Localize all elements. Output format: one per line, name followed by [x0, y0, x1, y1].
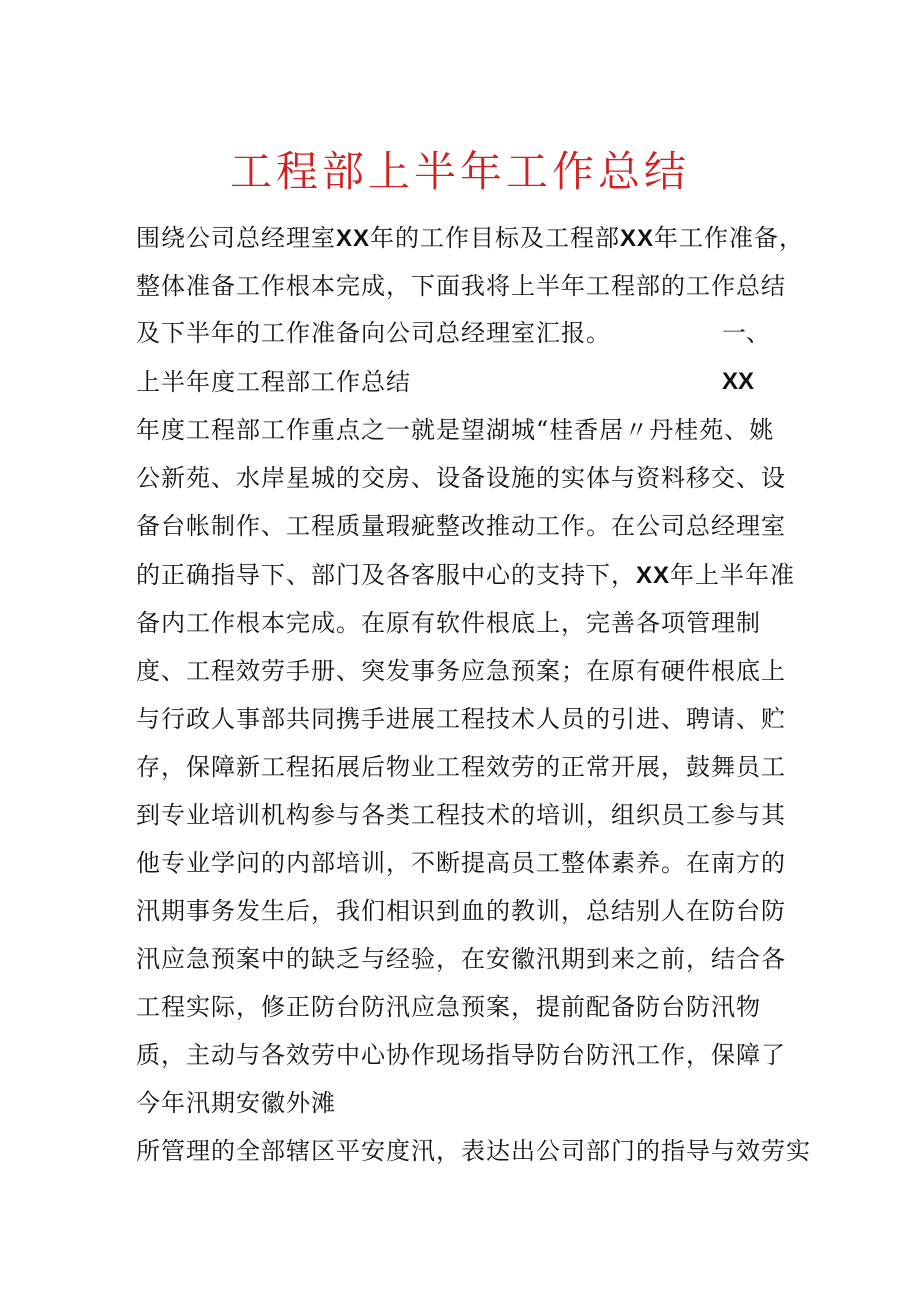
year-marker: XX	[722, 368, 755, 395]
text-line-15: 汛期事务发生后，我们相识到血的教训，总结别人在防台防	[136, 897, 786, 925]
text-line-10: 度、工程效劳手册、突发事务应急预案；在原有硬件根底上	[136, 657, 786, 685]
text-line-2: 整体准备工作根本完成，下面我将上半年工程部的工作总结	[136, 272, 786, 300]
text-line-19: 今年汛期安徽外滩	[136, 1089, 336, 1117]
text-line-18: 质，主动与各效劳中心协作现场指导防台防汛工作，保障了	[136, 1041, 786, 1069]
text-line-14: 他专业学问的内部培训，不断提高员工整体素养。在南方的	[136, 849, 786, 877]
text-line-1: 围绕公司总经理室XX年的工作目标及工程部XX年工作准备，	[136, 224, 805, 252]
text-line-12: 存，保障新工程拓展后物业工程效劳的正常开展，鼓舞员工	[136, 753, 786, 781]
text-line-6: 公新苑、水岸星城的交房、设备设施的实体与资料移交、设	[136, 464, 786, 492]
text-line-5: 年度工程部工作重点之一就是望湖城“桂香居〃丹桂苑、姚	[136, 416, 775, 444]
text-line-4: 上半年度工程部工作总结	[136, 368, 411, 396]
text-line-11: 与行政人事部共同携手进展工程技术人员的引进、聘请、贮	[136, 705, 786, 733]
section-marker: 一、	[722, 319, 770, 347]
text-line-13: 到专业培训机构参与各类工程技术的培训，组织员工参与其	[136, 801, 786, 829]
text-line-7: 备台帐制作、工程质量瑕疵整改推动工作。在公司总经理室	[136, 512, 786, 540]
text-line-20: 所管理的全部辖区平安度汛，表达出公司部门的指导与效劳实	[136, 1137, 811, 1165]
text-line-17: 工程实际，修正防台防汛应急预案，提前配备防台防汛物	[136, 993, 761, 1021]
text-line-8: 的正确指导下、部门及各客服中心的支持下，XX年上半年准	[136, 561, 796, 589]
text-line-9: 备内工作根本完成。在原有软件根底上，完善各项管理制	[136, 609, 761, 637]
year-placeholder: XX	[620, 225, 655, 252]
text-line-16: 汛应急预案中的缺乏与经验，在安徽汛期到来之前，结合各	[136, 945, 786, 973]
year-placeholder: XX	[636, 562, 671, 589]
text-line-3: 及下半年的工作准备向公司总经理室汇报。	[136, 319, 611, 347]
year-placeholder: XX	[336, 225, 371, 252]
document-title: 工程部上半年工作总结	[229, 147, 690, 196]
